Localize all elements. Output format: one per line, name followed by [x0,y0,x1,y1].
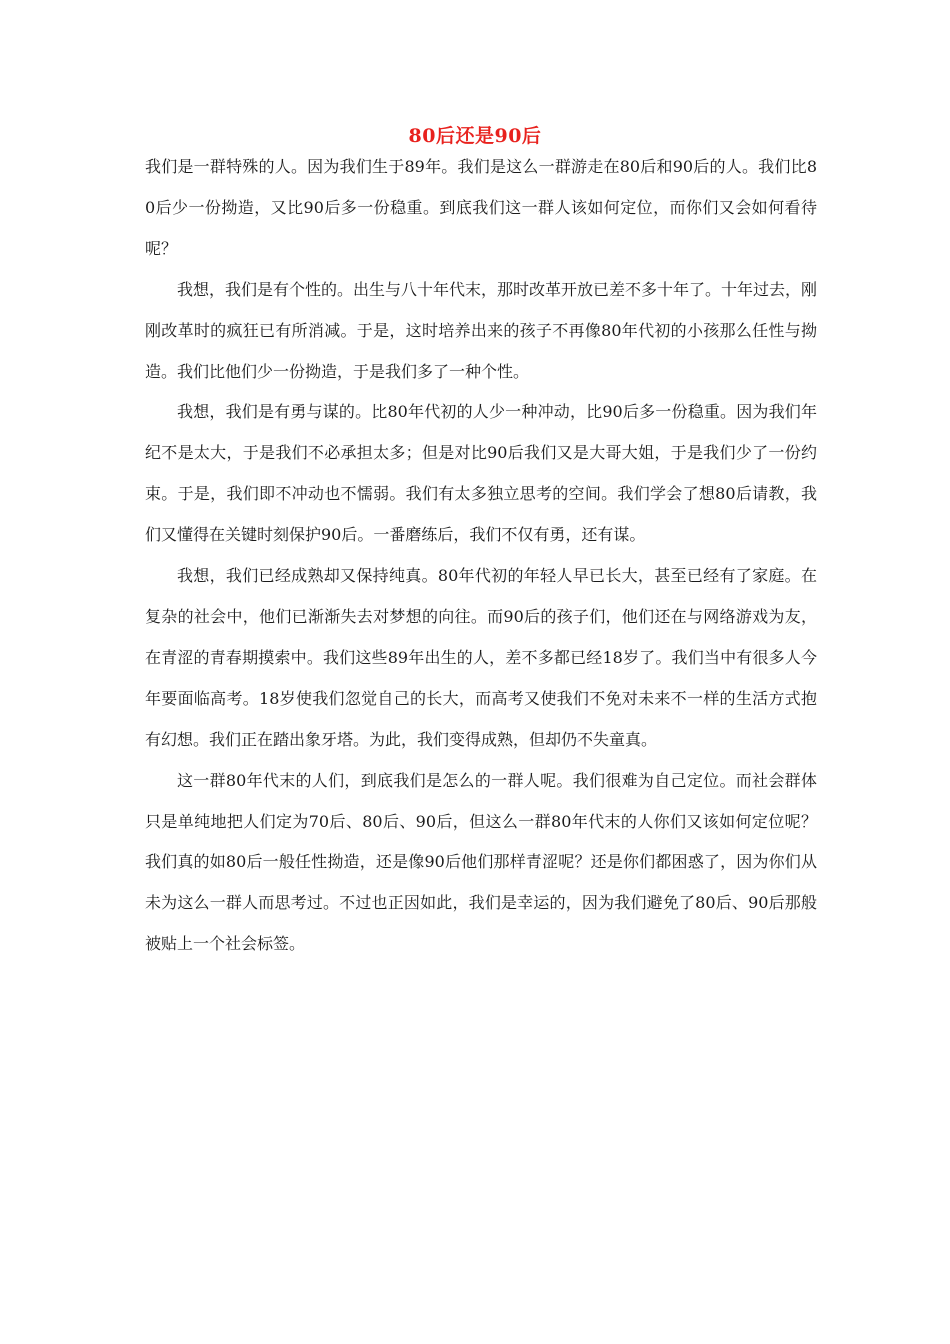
paragraph: 我想，我们是有勇与谋的。比80年代初的人少一种冲动，比90后多一份稳重。因为我们年纪不是太大，于是我们不必承担太多；但是对比90后我们又是大哥大姐，于是我们少了一份约束。于是，我们即不冲动也不懦弱。我们有太多独立思考的空间。我们学会了想80后请教，我们又懂得在关键时刻保护90后。一番磨练后，我们不仅有勇，还有谋。 [145,402,817,545]
paragraph: 我想，我们已经成熟却又保持纯真。80年代初的年轻人早已长大，甚至已经有了家庭。在复杂的社会中，他们已渐渐失去对梦想的向往。而90后的孩子们，他们还在与网络游戏为友，在青涩的青春期摸索中。我们这些89年出生的人，差不多都已经18岁了。我们当中有很多人今年要面临高考。18岁使我们忽觉自己的长大，而高考又使我们不免对未来不一样的生活方式抱有幻想。我们正在踏出象牙塔。为此，我们变得成熟，但却仍不失童真。 [145,566,817,749]
paragraph: 我们是一群特殊的人。因为我们生于89年。我们是这么一群游走在80后和90后的人。我们比80后少一份拗造，又比90后多一份稳重。到底我们这一群人该如何定位，而你们又会如何看待呢？ [145,157,817,258]
paragraph: 这一群80年代末的人们，到底我们是怎么的一群人呢。我们很难为自己定位。而社会群体只是单纯地把人们定为70后、80后、90后，但这么一群80年代末的人你们又该如何定位呢？我们真的如80后一般任性拗造，还是像90后他们那样青涩呢？还是你们都困惑了，因为你们从未为这么一群人而思考过。不过也正因如此，我们是幸运的，因为我们避免了80后、90后那般被贴上一个社会标签。 [145,770,817,954]
paragraph: 我想，我们是有个性的。出生与八十年代末，那时改革开放已差不多十年了。十年过去，刚刚改革时的疯狂已有所消减。于是，这时培养出来的孩子不再像80年代初的小孩那么任性与拗造。我们比他们少一份拗造，于是我们多了一种个性。 [145,279,818,381]
document-title: 80后还是90后 [408,125,542,147]
document-body [145,147,817,965]
